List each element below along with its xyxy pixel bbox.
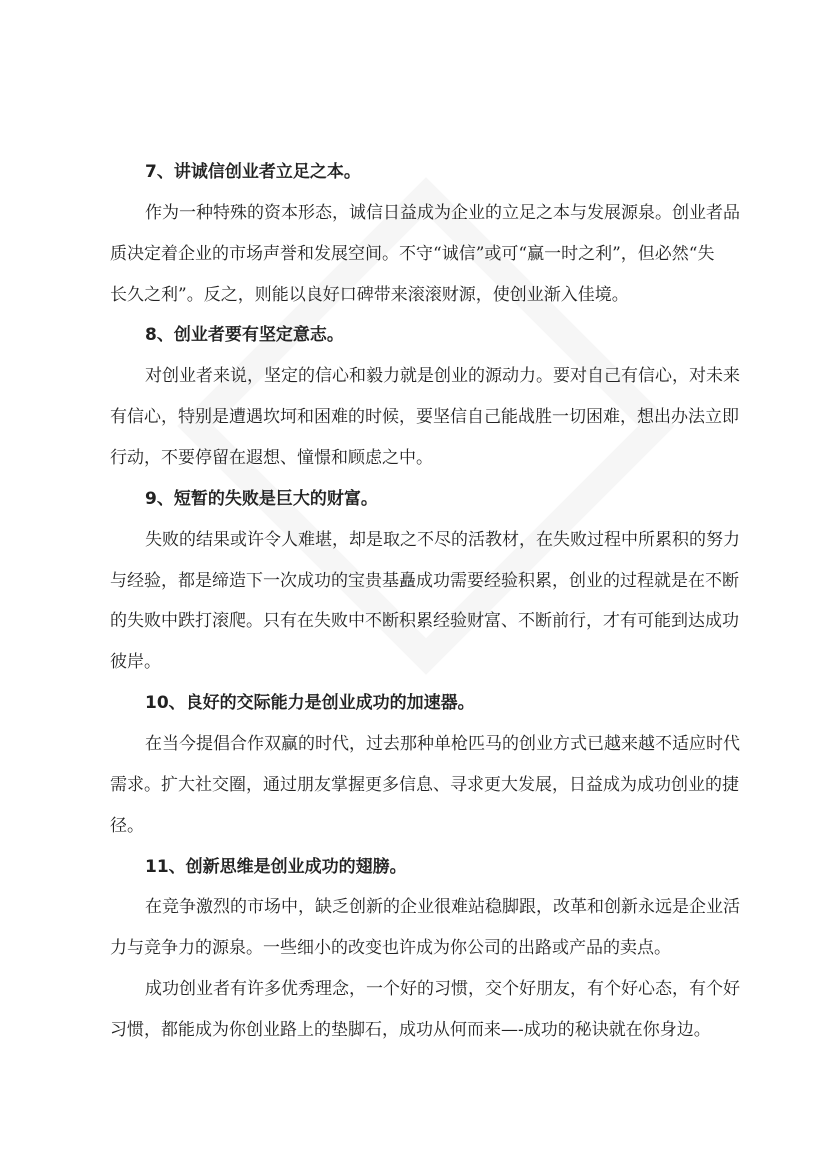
section [110,847,740,1051]
document-page [110,152,740,1051]
paragraph-line: 作为一种特殊的资本形态，诚信日益成为企业的立足之本与发展源泉。创业者品 [145,202,740,223]
paragraph-line: 彼岸。 [110,652,161,673]
paragraph [110,969,740,1051]
paragraph-line: 在竞争激烈的市场中，缺乏创新的企业很难站稳脚跟，改革和创新永远是企业活 [145,897,740,918]
paragraph-line: 在当今提倡合作双赢的时代，过去那种单枪匹马的创业方式已越来越不适应时代 [145,734,740,755]
paragraph-line: 与经验，都是缔造下一次成功的宝贵基矗成功需要经验积累，创业的过程就是在不断 [110,570,739,591]
section [110,683,740,846]
paragraph [110,356,740,479]
section-heading: 7、讲诚信创业者立足之本。 [145,162,361,182]
paragraph-line: 质决定着企业的市场声誉和发展空间。不守“诚信”或可“赢一时之利”，但必然“失 [110,243,715,264]
paragraph [110,887,740,969]
section [110,479,740,683]
paragraph-line: 失败的结果或许令人难堪，却是取之不尽的活教材，在失败过程中所累积的努力 [145,529,740,550]
section-heading: 11、创新思维是创业成功的翅膀。 [145,856,407,877]
paragraph-line: 需求。扩大社交圈，通过朋友掌握更多信息、寻求更大发展，日益成为成功创业的捷 [110,774,739,795]
section-heading: 10、良好的交际能力是创业成功的加速器。 [145,693,475,714]
paragraph [110,724,740,847]
paragraph-line: 径。 [110,815,144,836]
paragraph-line: 的失败中跌打滚爬。只有在失败中不断积累经验财富、不断前行，才有可能到达成功 [110,611,739,632]
section [110,315,740,478]
paragraph-line: 有信心，特别是遭遇坎坷和困难的时候，要坚信自己能战胜一切困难，想出办法立即 [110,407,739,428]
paragraph [110,193,740,316]
paragraph [110,520,740,683]
paragraph-line: 成功创业者有许多优秀理念，一个好的习惯，交个好朋友，有个好心态，有个好 [145,979,740,1000]
paragraph-line: 力与竞争力的源泉。一些细小的改变也许成为你公司的出路或产品的卖点。 [110,938,671,959]
section-heading: 8、创业者要有坚定意志。 [145,325,344,346]
paragraph-line: 长久之利”。反之，则能以良好口碑带来滚滚财源，使创业渐入佳境。 [110,284,629,305]
section-heading: 9、短暂的失败是巨大的财富。 [145,488,378,509]
section [110,152,740,315]
paragraph-line: 行动，不要停留在遐想、憧憬和顾虑之中。 [110,448,433,469]
paragraph-line: 习惯，都能成为你创业路上的垫脚石，成功从何而来—-成功的秘诀就在你身边。 [110,1020,711,1041]
paragraph-line: 对创业者来说，坚定的信心和毅力就是创业的源动力。要对自己有信心，对未来 [145,366,740,387]
